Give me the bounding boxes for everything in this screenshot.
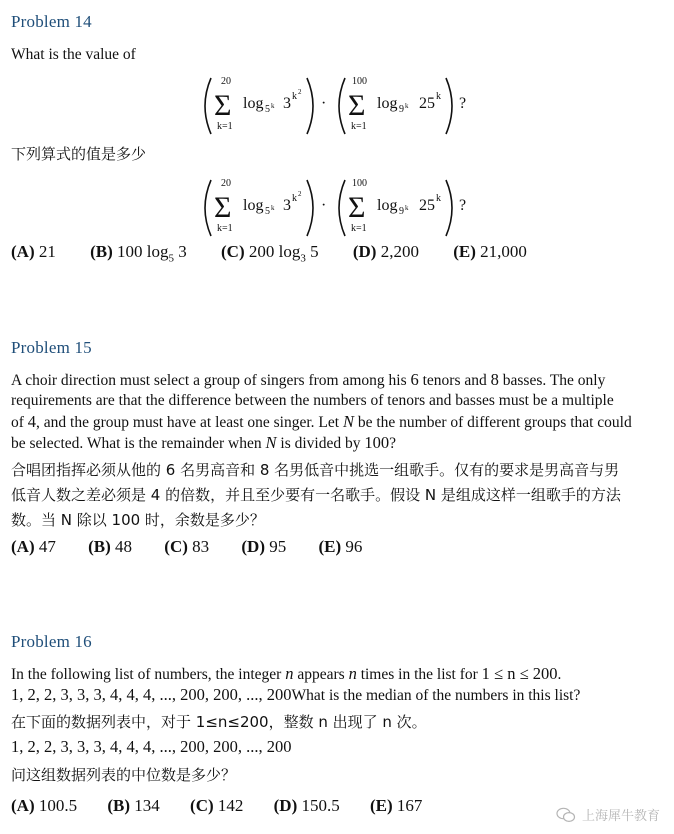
svg-text:k: k — [405, 204, 409, 212]
svg-text:2: 2 — [298, 190, 302, 198]
problem-15-en-line-1: A choir direction must select a group of singers from among his 6 tenors and 8 basses. The only — [11, 370, 606, 389]
svg-text:2: 2 — [298, 88, 302, 96]
choice-a[interactable]: (A) 21 — [11, 242, 56, 261]
choice-a[interactable]: (A) 47 — [11, 537, 56, 556]
svg-text:?: ? — [459, 197, 467, 214]
wechat-icon — [556, 807, 576, 823]
choice-c[interactable]: (C) 142 — [190, 796, 244, 815]
problem-16-choices — [11, 796, 446, 816]
svg-text:log: log — [243, 95, 264, 112]
svg-text:k: k — [436, 193, 441, 204]
svg-text:·: · — [321, 95, 327, 112]
problem-14-formula-zh — [199, 172, 489, 244]
problem-15-zh-line-2: 低音人数之差必须是 4 的倍数，并且至少要有一名歌手。假设 N 是组成这样一组歌手的方法 — [11, 486, 621, 504]
svg-text:k=1: k=1 — [351, 223, 367, 234]
svg-text:·: · — [321, 197, 327, 214]
problem-15-choices — [11, 537, 386, 557]
svg-text:k=1: k=1 — [217, 223, 233, 234]
choice-d[interactable]: (D) 95 — [241, 537, 287, 556]
svg-text:k: k — [292, 193, 297, 204]
svg-text:k: k — [271, 204, 275, 212]
svg-text:20: 20 — [221, 178, 231, 189]
problem-14-question-en: What is the value of — [11, 46, 136, 63]
svg-text:9: 9 — [399, 206, 404, 217]
choice-e[interactable]: (E) 96 — [318, 537, 363, 556]
problem-16-title: Problem 16 — [11, 632, 92, 651]
problem-14-question-zh: 下列算式的值是多少 — [11, 145, 147, 163]
svg-text:3: 3 — [283, 95, 291, 112]
problem-16-en-line-1: In the following list of numbers, the integer n appears n times in the list for 1 ≤ n ≤ 200. — [11, 664, 562, 683]
svg-text:log: log — [243, 197, 264, 214]
svg-text:k=1: k=1 — [351, 121, 367, 132]
choice-c[interactable]: (C) 83 — [164, 537, 210, 556]
watermark — [556, 805, 660, 824]
svg-text:5: 5 — [265, 104, 270, 115]
watermark-text: 上海犀牛教育 — [581, 809, 660, 824]
formula-svg-2 — [199, 172, 489, 244]
svg-text:Σ: Σ — [348, 191, 366, 224]
problem-16-zh-list: 1, 2, 2, 3, 3, 3, 4, 4, 4, ..., 200, 200, ..., 200 — [11, 737, 292, 756]
problem-15-en-line-3: of 4, and the group must have at least one singer. Let N be the number of different groups that could — [11, 412, 632, 431]
svg-text:log: log — [377, 197, 398, 214]
svg-text:?: ? — [459, 95, 467, 112]
choice-e[interactable]: (E) 167 — [370, 796, 423, 815]
svg-text:k: k — [292, 91, 297, 102]
svg-text:100: 100 — [352, 178, 367, 189]
svg-text:5: 5 — [265, 206, 270, 217]
problem-15-zh-line-3: 数。当 N 除以 100 时，余数是多少？ — [11, 511, 265, 529]
svg-text:100: 100 — [352, 76, 367, 87]
svg-text:k: k — [405, 102, 409, 110]
svg-text:log: log — [377, 95, 398, 112]
problem-15-title: Problem 15 — [11, 338, 92, 357]
problem-14-choices — [11, 242, 551, 264]
svg-text:Σ: Σ — [214, 89, 232, 122]
choice-b[interactable]: (B) 134 — [107, 796, 160, 815]
svg-text:25: 25 — [419, 197, 435, 214]
svg-text:3: 3 — [283, 197, 291, 214]
svg-text:k: k — [436, 91, 441, 102]
svg-text:k: k — [271, 102, 275, 110]
problem-16-zh-line-1: 在下面的数据列表中，对于 1≤n≤200，整数 n 出现了 n 次。 — [11, 713, 427, 731]
choice-c[interactable]: (C) 200 $\log_3 5$ — [221, 242, 319, 265]
choice-a[interactable]: (A) 100.5 — [11, 796, 78, 815]
choice-d[interactable]: (D) 2,200 — [352, 242, 419, 261]
problem-16-en-line-2: 1, 2, 2, 3, 3, 3, 4, 4, 4, ..., 200, 200, ..., 200What is the median of the numbers in this list? — [11, 685, 581, 704]
svg-text:9: 9 — [399, 104, 404, 115]
problem-15-en-line-4: be selected. What is the remainder when N is divided by 100? — [11, 433, 397, 452]
svg-text:25: 25 — [419, 95, 435, 112]
formula-svg — [199, 70, 489, 142]
problem-15-zh-line-1: 合唱团指挥必须从他的 6 名男高音和 8 名男低音中挑选一组歌手。仅有的要求是男高音与男 — [11, 461, 620, 479]
problem-14-formula-en — [199, 70, 489, 142]
choice-b[interactable]: (B) 48 — [88, 537, 133, 556]
choice-e[interactable]: (E) 21,000 — [453, 242, 527, 261]
svg-text:Σ: Σ — [348, 89, 366, 122]
svg-text:20: 20 — [221, 76, 231, 87]
svg-text:Σ: Σ — [214, 191, 232, 224]
problem-16-zh-line-2: 问这组数据列表的中位数是多少？ — [11, 766, 237, 784]
problem-14-title: Problem 14 — [11, 12, 92, 31]
choice-b[interactable]: (B) 100 $\log_5 3$ — [90, 242, 187, 265]
problem-15-en-line-2: requirements are that the difference between the numbers of tenors and basses must be a multiple — [11, 392, 614, 409]
choice-d[interactable]: (D) 150.5 — [273, 796, 340, 815]
svg-text:k=1: k=1 — [217, 121, 233, 132]
